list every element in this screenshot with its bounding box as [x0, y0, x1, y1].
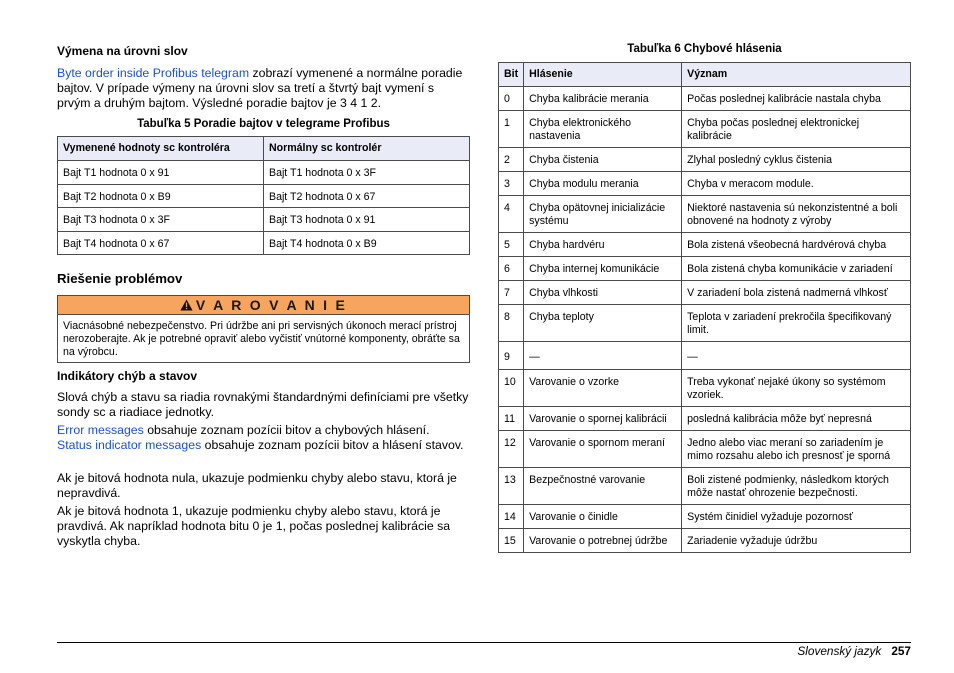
error-messages-link[interactable]: Error messages — [57, 423, 144, 437]
message-cell: Chyba internej komunikácie — [524, 257, 682, 281]
bit-cell: 5 — [499, 233, 524, 257]
footer-divider — [57, 642, 911, 643]
message-cell: Chyba opätovnej inicializácie systému — [524, 196, 682, 233]
meaning-cell: Teplota v zariadení prekročila špecifikovaný limit. — [682, 305, 911, 342]
error-messages-table — [498, 62, 911, 553]
bit-cell: 13 — [499, 468, 524, 505]
status-indicator-messages-link[interactable]: Status indicator messages — [57, 438, 202, 452]
indicators-paragraph-1: Slová chýb a stavu sa riadia rovnakými štandardnými definíciami pre všetky sondy sc a riadiace jednotky. — [57, 390, 469, 419]
table-row — [499, 233, 911, 257]
message-cell: Varovanie o potrebnej údržbe — [524, 529, 682, 553]
message-cell: Chyba hardvéru — [524, 233, 682, 257]
message-cell: Chyba čistenia — [524, 148, 682, 172]
bit-cell: 3 — [499, 172, 524, 196]
bit-cell: 0 — [499, 87, 524, 111]
footer-language: Slovenský jazyk — [797, 644, 882, 658]
bit-cell: 9 — [499, 342, 524, 370]
bit-cell: 2 — [499, 148, 524, 172]
bit-cell: 10 — [499, 370, 524, 407]
message-cell: Chyba vlhkosti — [524, 281, 682, 305]
meaning-cell: Treba vykonať nejaké úkony so systémom vzoriek. — [682, 370, 911, 407]
section-heading-word-swap: Výmena na úrovni slov — [57, 44, 188, 58]
message-cell: Chyba teploty — [524, 305, 682, 342]
message-cell: Bezpečnostné varovanie — [524, 468, 682, 505]
meaning-cell: Niektoré nastavenia sú nekonzistentné a boli obnovené na hodnoty z výroby — [682, 196, 911, 233]
meaning-cell: Zariadenie vyžaduje údržbu — [682, 529, 911, 553]
column-header: Normálny sc kontrolér — [264, 137, 470, 161]
bit-cell: 7 — [499, 281, 524, 305]
column-header: Vymenené hodnoty sc kontroléra — [58, 137, 264, 161]
table-row — [499, 431, 911, 468]
indicators-subheading: Indikátory chýb a stavov — [57, 369, 198, 383]
meaning-cell: V zariadení bola zistená nadmerná vlhkosť — [682, 281, 911, 305]
table-cell: Bajt T3 hodnota 0 x 3F — [58, 208, 264, 232]
table-row — [499, 172, 911, 196]
warning-triangle-icon — [180, 299, 193, 311]
table6-caption: Tabuľka 6 Chybové hlásenia — [627, 43, 782, 55]
table-cell: Bajt T3 hodnota 0 x 91 — [264, 208, 470, 232]
table-header-row — [499, 63, 911, 87]
table-cell: Bajt T2 hodnota 0 x B9 — [58, 184, 264, 208]
table-row — [499, 468, 911, 505]
word-swap-paragraph — [57, 66, 470, 111]
indicators-paragraph-3-text: obsahuje zoznam pozícii bitov a hlásení stavov. — [201, 438, 464, 452]
message-cell: Chyba modulu merania — [524, 172, 682, 196]
table-row — [58, 184, 470, 208]
table-row — [499, 148, 911, 172]
table-row — [499, 342, 911, 370]
table-row — [499, 196, 911, 233]
table-cell: Bajt T4 hodnota 0 x 67 — [58, 231, 264, 255]
table-row — [58, 208, 470, 232]
table-row — [499, 87, 911, 111]
page-number: 257 — [891, 644, 911, 658]
table-header-row — [58, 137, 470, 161]
meaning-cell: Systém činidiel vyžaduje pozornosť — [682, 505, 911, 529]
message-cell: Varovanie o spornom meraní — [524, 431, 682, 468]
table5-caption: Tabuľka 5 Poradie bajtov v telegrame Profibus — [137, 118, 390, 130]
message-cell: — — [524, 342, 682, 370]
warning-header — [58, 296, 469, 315]
byte-order-table — [57, 136, 470, 255]
indicators-paragraph-5: Ak je bitová hodnota 1, ukazuje podmienku chyby alebo stavu, ktorá je pravdivá. Ak napríklad hodnota bitu 0 je 1, počas poslednej kalibrácie sa vyskytla chyba. — [57, 504, 451, 548]
table-row — [499, 257, 911, 281]
bit-cell: 15 — [499, 529, 524, 553]
meaning-cell: Jedno alebo viac meraní so zariadením je mimo rozsahu alebo ich presnosť je sporná — [682, 431, 911, 468]
bit-cell: 8 — [499, 305, 524, 342]
word-swap-paragraph-text: zobrazí vymenené a normálne poradie bajtov. V prípade výmeny na úrovni slov sa tretí a štvrtý bajt vymení s prvým a druhým bajtom. Výsledné poradie bajtov je 3 4 1 2. — [57, 66, 463, 110]
message-cell: Varovanie o spornej kalibrácii — [524, 407, 682, 431]
meaning-cell: posledná kalibrácia môže byť nepresná — [682, 407, 911, 431]
meaning-cell: — — [682, 342, 911, 370]
bit-cell: 11 — [499, 407, 524, 431]
meaning-cell: Zlyhal posledný cyklus čistenia — [682, 148, 911, 172]
bit-cell: 1 — [499, 111, 524, 148]
meaning-cell: Chyba v meracom module. — [682, 172, 911, 196]
bit-cell: 14 — [499, 505, 524, 529]
bit-cell: 6 — [499, 257, 524, 281]
indicators-paragraph-2-text: obsahuje zoznam pozícii bitov a chybových hlásení. — [143, 423, 430, 437]
message-cell: Varovanie o vzorke — [524, 370, 682, 407]
troubleshooting-heading: Riešenie problémov — [57, 271, 183, 286]
warning-box — [57, 295, 470, 363]
page-footer — [797, 644, 911, 658]
table-cell: Bajt T4 hodnota 0 x B9 — [264, 231, 470, 255]
table-cell: Bajt T1 hodnota 0 x 3F — [264, 161, 470, 185]
table-row — [499, 281, 911, 305]
table-row — [499, 529, 911, 553]
byte-order-link[interactable]: Byte order inside Profibus telegram — [57, 66, 250, 80]
table-row — [499, 407, 911, 431]
meaning-cell: Počas poslednej kalibrácie nastala chyba — [682, 87, 911, 111]
meaning-cell: Bola zistená všeobecná hardvérová chyba — [682, 233, 911, 257]
meaning-cell: Boli zistené podmienky, následkom ktorých môže nastať ohrozenie bezpečnosti. — [682, 468, 911, 505]
message-cell: Chyba elektronického nastavenia — [524, 111, 682, 148]
message-cell: Chyba kalibrácie merania — [524, 87, 682, 111]
bit-cell: 4 — [499, 196, 524, 233]
table-cell: Bajt T1 hodnota 0 x 91 — [58, 161, 264, 185]
meaning-cell: Bola zistená chyba komunikácie v zariadení — [682, 257, 911, 281]
table-row — [499, 505, 911, 529]
warning-title: V A R O V A N I E — [195, 297, 348, 313]
table-cell: Bajt T2 hodnota 0 x 67 — [264, 184, 470, 208]
bit-cell: 12 — [499, 431, 524, 468]
column-header: Bit — [499, 63, 524, 87]
warning-text: Viacnásobné nebezpečenstvo. Pri údržbe ani pri servisných úkonoch merací prístroj nerozoberajte. Ak je potrebné opraviť alebo vyčistiť vnútorné komponenty, obráťte sa na výrobcu. — [63, 320, 460, 358]
table-row — [499, 305, 911, 342]
indicators-paragraph-2 — [57, 423, 470, 453]
indicators-paragraph-4: Ak je bitová hodnota nula, ukazuje podmienku chyby alebo stavu, ktorá je nepravdivá. — [57, 471, 457, 500]
table-row — [499, 111, 911, 148]
table-row — [58, 231, 470, 255]
table-row — [499, 370, 911, 407]
message-cell: Varovanie o činidle — [524, 505, 682, 529]
column-header: Hlásenie — [524, 63, 682, 87]
column-header: Význam — [682, 63, 911, 87]
table-row — [58, 161, 470, 185]
meaning-cell: Chyba počas poslednej elektronickej kalibrácie — [682, 111, 911, 148]
